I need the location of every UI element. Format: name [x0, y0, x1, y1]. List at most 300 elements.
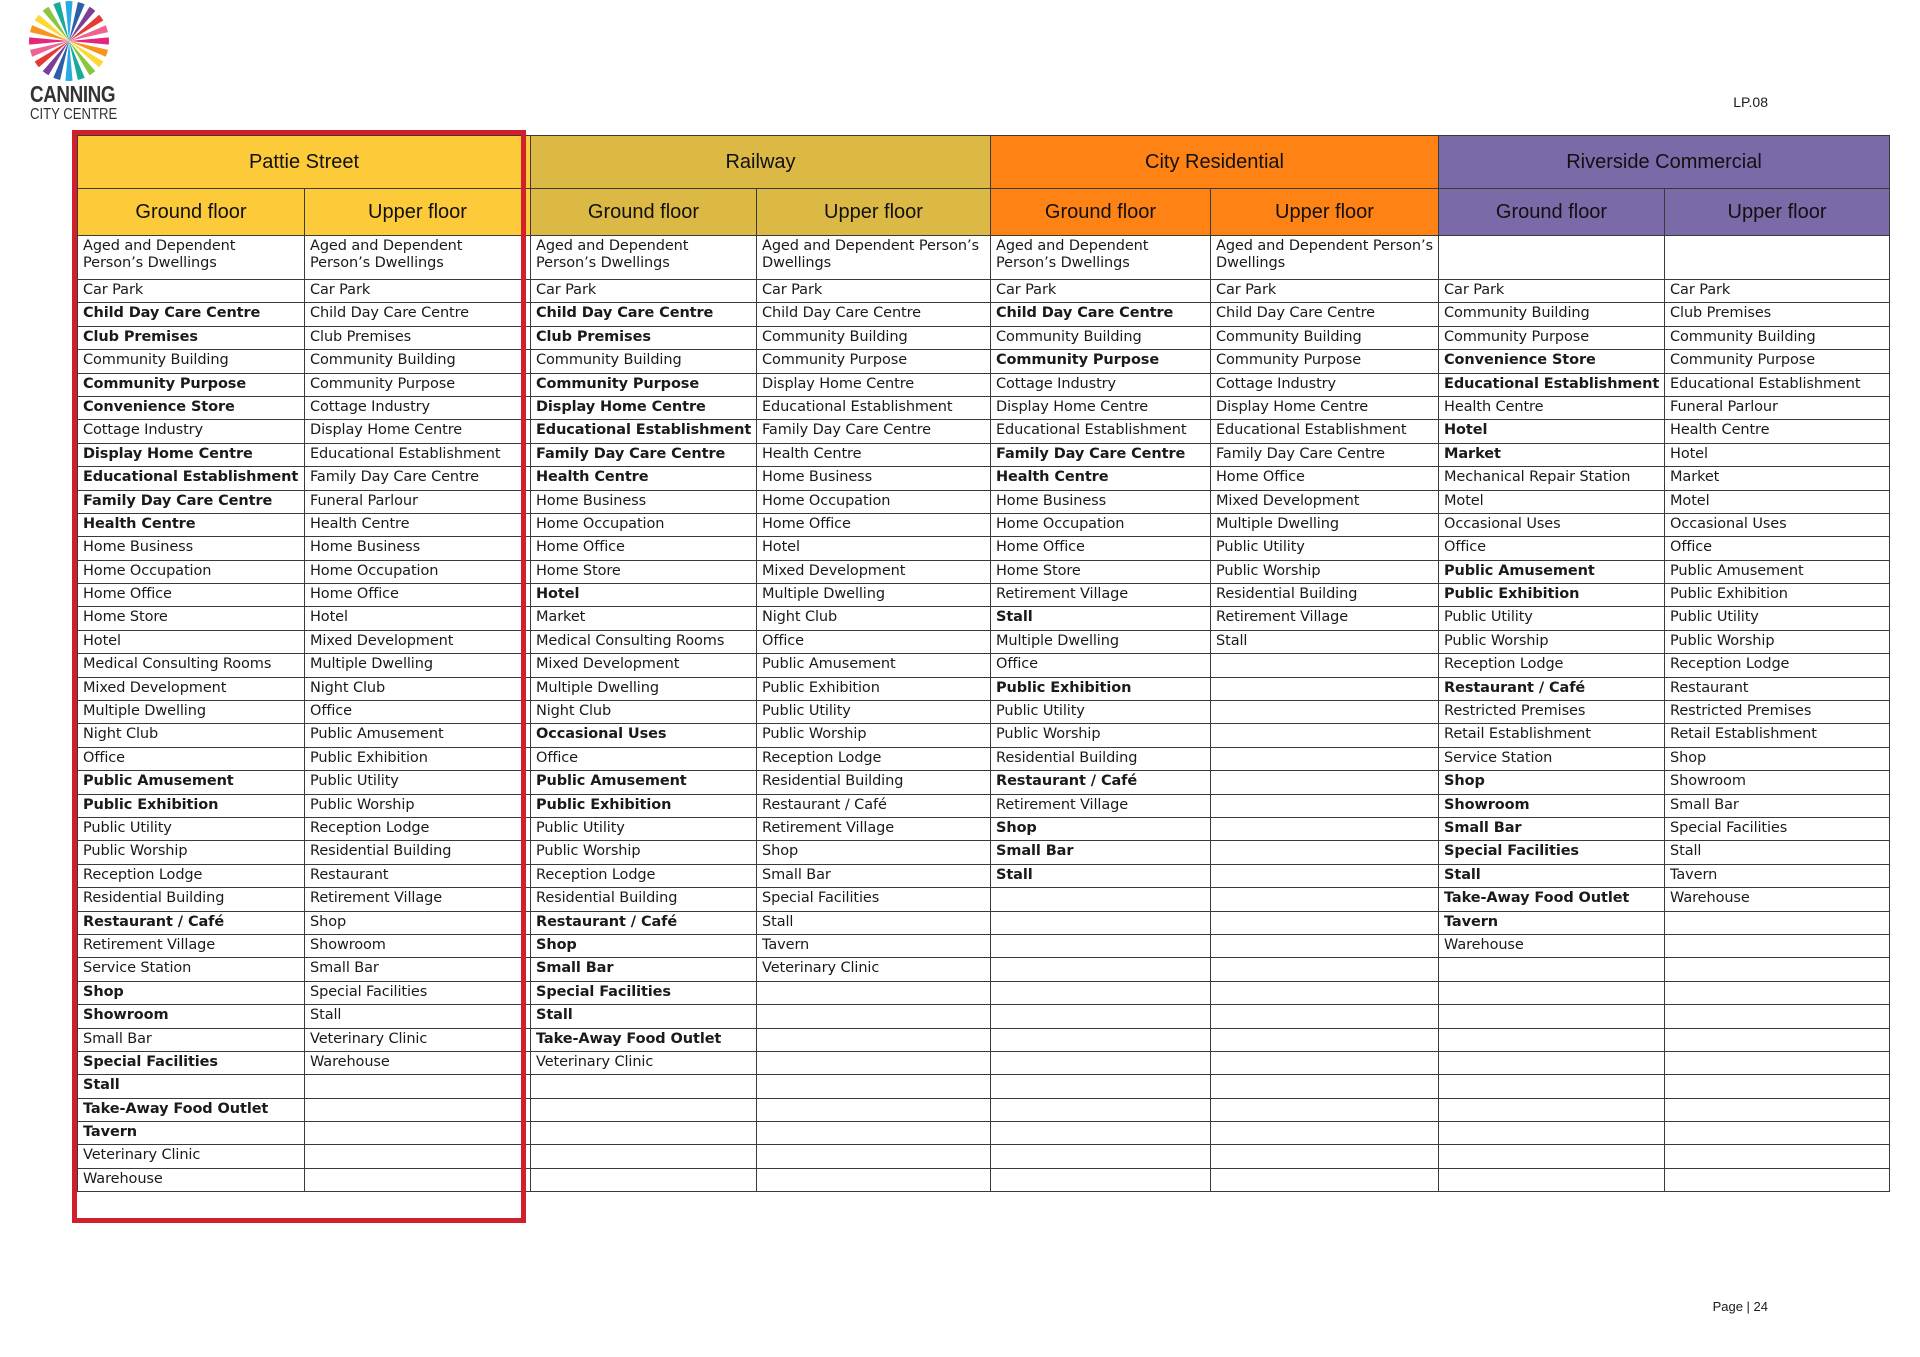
table-cell: Educational Establishment: [305, 443, 531, 466]
table-cell: Veterinary Clinic: [757, 958, 991, 981]
table-cell: [991, 1075, 1211, 1098]
table-cell: Home Business: [757, 467, 991, 490]
zone-header-pattie-street: Pattie Street: [78, 136, 531, 189]
logo-subtitle: CITY CENTRE: [30, 106, 118, 123]
table-cell: Shop: [78, 981, 305, 1004]
table-cell: [1211, 817, 1439, 840]
table-cell: Public Exhibition: [1665, 584, 1890, 607]
table-cell: Veterinary Clinic: [305, 1028, 531, 1051]
table-cell: Public Exhibition: [531, 794, 757, 817]
table-cell: [1439, 958, 1665, 981]
table-cell: Showroom: [1665, 771, 1890, 794]
table-cell: Community Purpose: [1211, 350, 1439, 373]
table-cell: Cottage Industry: [1211, 373, 1439, 396]
table-cell: Car Park: [78, 280, 305, 303]
table-row: [78, 326, 1890, 349]
table-cell: Club Premises: [78, 326, 305, 349]
table-cell: Special Facilities: [757, 888, 991, 911]
table-cell: Retail Establishment: [1665, 724, 1890, 747]
table-cell: Residential Building: [1211, 584, 1439, 607]
table-cell: [1665, 1098, 1890, 1121]
table-cell: Public Utility: [305, 771, 531, 794]
table-cell: [1211, 1075, 1439, 1098]
table-cell: [1439, 1075, 1665, 1098]
table-cell: Funeral Parlour: [305, 490, 531, 513]
table-cell: Special Facilities: [78, 1051, 305, 1074]
table-cell: [991, 934, 1211, 957]
table-cell: Small Bar: [1439, 817, 1665, 840]
table-cell: Showroom: [78, 1005, 305, 1028]
table-cell: Club Premises: [1665, 303, 1890, 326]
table-cell: [1439, 236, 1665, 280]
table-cell: Stall: [305, 1005, 531, 1028]
table-cell: Showroom: [1439, 794, 1665, 817]
table-cell: Home Store: [78, 607, 305, 630]
table-cell: [991, 911, 1211, 934]
table-cell: Small Bar: [305, 958, 531, 981]
table-cell: Funeral Parlour: [1665, 396, 1890, 419]
table-cell: Public Worship: [531, 841, 757, 864]
table-row: [78, 303, 1890, 326]
land-use-table-body: [78, 236, 1890, 1192]
table-cell: Service Station: [1439, 747, 1665, 770]
table-cell: Reception Lodge: [757, 747, 991, 770]
table-cell: Restaurant: [1665, 677, 1890, 700]
table-cell: Health Centre: [757, 443, 991, 466]
table-cell: Motel: [1439, 490, 1665, 513]
table-cell: [1211, 934, 1439, 957]
table-cell: Shop: [757, 841, 991, 864]
table-cell: Night Club: [305, 677, 531, 700]
table-cell: Multiple Dwelling: [1211, 513, 1439, 536]
table-cell: [1439, 1145, 1665, 1168]
table-cell: Hotel: [531, 584, 757, 607]
table-cell: Home Office: [305, 584, 531, 607]
floor-header-upper: Upper floor: [305, 189, 531, 236]
zone-header-riverside-commercial: Riverside Commercial: [1439, 136, 1890, 189]
table-cell: Stall: [1665, 841, 1890, 864]
table-cell: [1211, 1168, 1439, 1191]
table-cell: Stall: [991, 607, 1211, 630]
table-cell: [531, 1075, 757, 1098]
table-cell: Public Worship: [757, 724, 991, 747]
table-cell: [1439, 981, 1665, 1004]
table-cell: Family Day Care Centre: [1211, 443, 1439, 466]
table-cell: Residential Building: [757, 771, 991, 794]
table-row: [78, 888, 1890, 911]
table-cell: Community Purpose: [991, 350, 1211, 373]
table-cell: [757, 1051, 991, 1074]
table-cell: [757, 981, 991, 1004]
table-cell: [1665, 981, 1890, 1004]
table-cell: [991, 1051, 1211, 1074]
table-cell: Educational Establishment: [531, 420, 757, 443]
floor-header-row: [78, 189, 1890, 236]
table-cell: Mixed Development: [757, 560, 991, 583]
table-cell: Stall: [1211, 630, 1439, 653]
table-cell: Child Day Care Centre: [78, 303, 305, 326]
table-cell: [1211, 794, 1439, 817]
table-cell: Public Amusement: [531, 771, 757, 794]
table-cell: [1665, 934, 1890, 957]
table-cell: Car Park: [991, 280, 1211, 303]
table-cell: Small Bar: [1665, 794, 1890, 817]
table-cell: Office: [1439, 537, 1665, 560]
table-row: [78, 771, 1890, 794]
table-cell: Home Office: [531, 537, 757, 560]
table-cell: [305, 1168, 531, 1191]
table-cell: Aged and Dependent Person’s Dwellings: [531, 236, 757, 280]
table-cell: [531, 1145, 757, 1168]
table-cell: Home Office: [757, 513, 991, 536]
logo-burst-icon: [28, 0, 110, 82]
table-cell: Health Centre: [991, 467, 1211, 490]
table-cell: Child Day Care Centre: [531, 303, 757, 326]
table-cell: Reception Lodge: [1439, 654, 1665, 677]
table-cell: Night Club: [531, 701, 757, 724]
floor-header-upper: Upper floor: [757, 189, 991, 236]
floor-header-upper: Upper floor: [1211, 189, 1439, 236]
table-cell: Community Building: [757, 326, 991, 349]
table-cell: Community Purpose: [305, 373, 531, 396]
table-cell: Public Utility: [757, 701, 991, 724]
table-cell: [305, 1122, 531, 1145]
table-cell: Public Amusement: [305, 724, 531, 747]
table-cell: [1211, 1098, 1439, 1121]
table-cell: Public Exhibition: [1439, 584, 1665, 607]
table-cell: Community Purpose: [1439, 326, 1665, 349]
table-cell: Educational Establishment: [1665, 373, 1890, 396]
table-cell: Tavern: [1439, 911, 1665, 934]
table-cell: [1665, 236, 1890, 280]
table-cell: Child Day Care Centre: [1211, 303, 1439, 326]
table-row: [78, 630, 1890, 653]
table-cell: Reception Lodge: [305, 817, 531, 840]
table-cell: Public Utility: [991, 701, 1211, 724]
table-cell: [991, 981, 1211, 1004]
table-cell: [305, 1075, 531, 1098]
table-cell: [1211, 724, 1439, 747]
table-cell: Public Utility: [1439, 607, 1665, 630]
table-row: [78, 1028, 1890, 1051]
table-cell: Office: [757, 630, 991, 653]
table-cell: Tavern: [1665, 864, 1890, 887]
table-cell: Restaurant / Café: [531, 911, 757, 934]
table-cell: Public Utility: [531, 817, 757, 840]
table-cell: [1665, 1122, 1890, 1145]
table-cell: Home Occupation: [78, 560, 305, 583]
table-cell: Community Building: [305, 350, 531, 373]
table-cell: Shop: [1439, 771, 1665, 794]
table-cell: Shop: [305, 911, 531, 934]
table-cell: [991, 1098, 1211, 1121]
table-cell: [991, 1005, 1211, 1028]
table-cell: Office: [78, 747, 305, 770]
table-cell: Special Facilities: [305, 981, 531, 1004]
table-cell: Home Store: [531, 560, 757, 583]
table-cell: Retirement Village: [305, 888, 531, 911]
table-cell: Restaurant / Café: [78, 911, 305, 934]
table-cell: [1211, 841, 1439, 864]
table-row: [78, 467, 1890, 490]
table-cell: Community Purpose: [531, 373, 757, 396]
table-cell: Restaurant: [305, 864, 531, 887]
table-cell: Educational Establishment: [991, 420, 1211, 443]
table-cell: Community Building: [1665, 326, 1890, 349]
table-cell: Home Occupation: [757, 490, 991, 513]
table-cell: Health Centre: [531, 467, 757, 490]
table-row: [78, 560, 1890, 583]
table-cell: Residential Building: [991, 747, 1211, 770]
table-cell: Special Facilities: [531, 981, 757, 1004]
table-cell: [757, 1122, 991, 1145]
table-cell: Warehouse: [78, 1168, 305, 1191]
table-cell: Take-Away Food Outlet: [1439, 888, 1665, 911]
table-cell: Community Purpose: [757, 350, 991, 373]
table-cell: [1665, 1075, 1890, 1098]
table-cell: [1439, 1168, 1665, 1191]
table-cell: Service Station: [78, 958, 305, 981]
table-cell: Display Home Centre: [78, 443, 305, 466]
table-cell: Public Worship: [1665, 630, 1890, 653]
table-cell: [531, 1122, 757, 1145]
table-cell: Health Centre: [1439, 396, 1665, 419]
table-cell: [991, 958, 1211, 981]
table-cell: [1211, 1028, 1439, 1051]
table-cell: Veterinary Clinic: [531, 1051, 757, 1074]
table-cell: [757, 1028, 991, 1051]
table-cell: Family Day Care Centre: [757, 420, 991, 443]
table-cell: [1439, 1005, 1665, 1028]
table-cell: Public Worship: [305, 794, 531, 817]
table-cell: Home Office: [78, 584, 305, 607]
table-cell: Small Bar: [991, 841, 1211, 864]
table-cell: Office: [305, 701, 531, 724]
table-cell: Community Purpose: [78, 373, 305, 396]
table-cell: Child Day Care Centre: [757, 303, 991, 326]
floor-header-ground: Ground floor: [991, 189, 1211, 236]
table-cell: Multiple Dwelling: [991, 630, 1211, 653]
floor-header-ground: Ground floor: [1439, 189, 1665, 236]
table-cell: Restricted Premises: [1439, 701, 1665, 724]
table-cell: Small Bar: [757, 864, 991, 887]
table-cell: Aged and Dependent Person’s Dwellings: [1211, 236, 1439, 280]
table-cell: Mixed Development: [305, 630, 531, 653]
table-cell: Stall: [991, 864, 1211, 887]
table-cell: Mixed Development: [531, 654, 757, 677]
table-row: [78, 513, 1890, 536]
table-cell: Tavern: [78, 1122, 305, 1145]
table-cell: [1665, 1051, 1890, 1074]
table-cell: Hotel: [1665, 443, 1890, 466]
table-cell: [1665, 958, 1890, 981]
table-cell: Multiple Dwelling: [757, 584, 991, 607]
table-cell: Retail Establishment: [1439, 724, 1665, 747]
table-cell: Hotel: [305, 607, 531, 630]
table-cell: Public Utility: [78, 817, 305, 840]
table-cell: [305, 1145, 531, 1168]
table-cell: Residential Building: [531, 888, 757, 911]
table-cell: Retirement Village: [991, 794, 1211, 817]
table-cell: Small Bar: [78, 1028, 305, 1051]
table-row: [78, 537, 1890, 560]
table-cell: Mixed Development: [1211, 490, 1439, 513]
table-row: [78, 1051, 1890, 1074]
table-cell: Retirement Village: [757, 817, 991, 840]
table-cell: Community Building: [991, 326, 1211, 349]
table-cell: Market: [531, 607, 757, 630]
table-cell: Special Facilities: [1665, 817, 1890, 840]
table-row: [78, 1098, 1890, 1121]
canning-city-centre-logo: [28, 0, 118, 130]
table-cell: Stall: [757, 911, 991, 934]
logo-name: CANNING: [30, 81, 116, 107]
table-row: [78, 841, 1890, 864]
land-use-table: [77, 135, 1890, 1192]
table-cell: [1439, 1098, 1665, 1121]
table-row: [78, 280, 1890, 303]
table-cell: Mechanical Repair Station: [1439, 467, 1665, 490]
table-cell: Aged and Dependent Person’s Dwellings: [991, 236, 1211, 280]
table-cell: [1211, 701, 1439, 724]
table-cell: Community Building: [1439, 303, 1665, 326]
table-cell: Home Office: [1211, 467, 1439, 490]
table-cell: Office: [991, 654, 1211, 677]
table-cell: Home Business: [531, 490, 757, 513]
table-cell: Display Home Centre: [305, 420, 531, 443]
table-cell: Small Bar: [531, 958, 757, 981]
table-cell: [1211, 747, 1439, 770]
table-cell: [991, 1168, 1211, 1191]
table-cell: Child Day Care Centre: [991, 303, 1211, 326]
table-cell: Occasional Uses: [1439, 513, 1665, 536]
table-row: [78, 350, 1890, 373]
table-cell: Showroom: [305, 934, 531, 957]
table-cell: Public Amusement: [1665, 560, 1890, 583]
table-cell: Community Building: [1211, 326, 1439, 349]
page-number: Page | 24: [1712, 1299, 1768, 1314]
table-row: [78, 701, 1890, 724]
table-cell: Restaurant / Café: [1439, 677, 1665, 700]
table-cell: Night Club: [757, 607, 991, 630]
table-row: [78, 584, 1890, 607]
table-cell: [1211, 654, 1439, 677]
table-cell: Display Home Centre: [531, 396, 757, 419]
table-row: [78, 420, 1890, 443]
table-cell: Restricted Premises: [1665, 701, 1890, 724]
table-cell: Warehouse: [1439, 934, 1665, 957]
table-cell: Medical Consulting Rooms: [531, 630, 757, 653]
table-row: [78, 724, 1890, 747]
table-cell: Cottage Industry: [991, 373, 1211, 396]
table-row: [78, 373, 1890, 396]
table-row: [78, 934, 1890, 957]
table-cell: Reception Lodge: [78, 864, 305, 887]
floor-header-upper: Upper floor: [1665, 189, 1890, 236]
table-cell: Car Park: [757, 280, 991, 303]
table-cell: Multiple Dwelling: [531, 677, 757, 700]
table-row: [78, 236, 1890, 280]
table-cell: Convenience Store: [78, 396, 305, 419]
table-cell: Car Park: [1665, 280, 1890, 303]
table-cell: Public Exhibition: [757, 677, 991, 700]
table-cell: Stall: [78, 1075, 305, 1098]
table-cell: [1439, 1122, 1665, 1145]
table-cell: [1211, 1145, 1439, 1168]
table-cell: [1211, 958, 1439, 981]
table-cell: Home Occupation: [991, 513, 1211, 536]
table-row: [78, 911, 1890, 934]
table-cell: Night Club: [78, 724, 305, 747]
table-cell: [1211, 888, 1439, 911]
table-cell: Residential Building: [78, 888, 305, 911]
table-row: [78, 607, 1890, 630]
table-cell: Occasional Uses: [1665, 513, 1890, 536]
table-cell: Family Day Care Centre: [531, 443, 757, 466]
table-cell: Car Park: [1211, 280, 1439, 303]
table-cell: Public Exhibition: [991, 677, 1211, 700]
table-cell: Home Business: [991, 490, 1211, 513]
table-cell: Public Utility: [1665, 607, 1890, 630]
table-cell: [1665, 1005, 1890, 1028]
table-cell: Public Exhibition: [78, 794, 305, 817]
table-cell: [1211, 1005, 1439, 1028]
table-cell: Family Day Care Centre: [305, 467, 531, 490]
table-cell: Reception Lodge: [1665, 654, 1890, 677]
table-cell: [531, 1098, 757, 1121]
table-cell: Home Occupation: [305, 560, 531, 583]
table-cell: [1665, 1145, 1890, 1168]
table-row: [78, 794, 1890, 817]
table-cell: Public Worship: [1211, 560, 1439, 583]
table-cell: Tavern: [757, 934, 991, 957]
table-cell: Club Premises: [305, 326, 531, 349]
table-cell: Club Premises: [531, 326, 757, 349]
table-cell: Health Centre: [78, 513, 305, 536]
table-cell: Market: [1665, 467, 1890, 490]
table-cell: Stall: [1439, 864, 1665, 887]
table-cell: [1439, 1028, 1665, 1051]
table-cell: [1439, 1051, 1665, 1074]
table-cell: [991, 1028, 1211, 1051]
table-cell: Restaurant / Café: [757, 794, 991, 817]
table-row: [78, 1075, 1890, 1098]
table-cell: Public Utility: [1211, 537, 1439, 560]
table-row: [78, 958, 1890, 981]
table-cell: Mixed Development: [78, 677, 305, 700]
table-cell: Convenience Store: [1439, 350, 1665, 373]
document-reference: LP.08: [1733, 94, 1768, 110]
table-cell: Educational Establishment: [1439, 373, 1665, 396]
table-cell: [991, 888, 1211, 911]
table-cell: [757, 1168, 991, 1191]
table-cell: Health Centre: [305, 513, 531, 536]
floor-header-ground: Ground floor: [531, 189, 757, 236]
table-cell: Car Park: [1439, 280, 1665, 303]
table-cell: Display Home Centre: [991, 396, 1211, 419]
table-cell: Public Amusement: [78, 771, 305, 794]
table-cell: Retirement Village: [991, 584, 1211, 607]
table-cell: Restaurant / Café: [991, 771, 1211, 794]
table-row: [78, 1145, 1890, 1168]
table-cell: Home Office: [991, 537, 1211, 560]
table-row: [78, 654, 1890, 677]
table-row: [78, 864, 1890, 887]
table-cell: Occasional Uses: [531, 724, 757, 747]
table-cell: [1665, 1028, 1890, 1051]
table-cell: [991, 1122, 1211, 1145]
floor-header-ground: Ground floor: [78, 189, 305, 236]
